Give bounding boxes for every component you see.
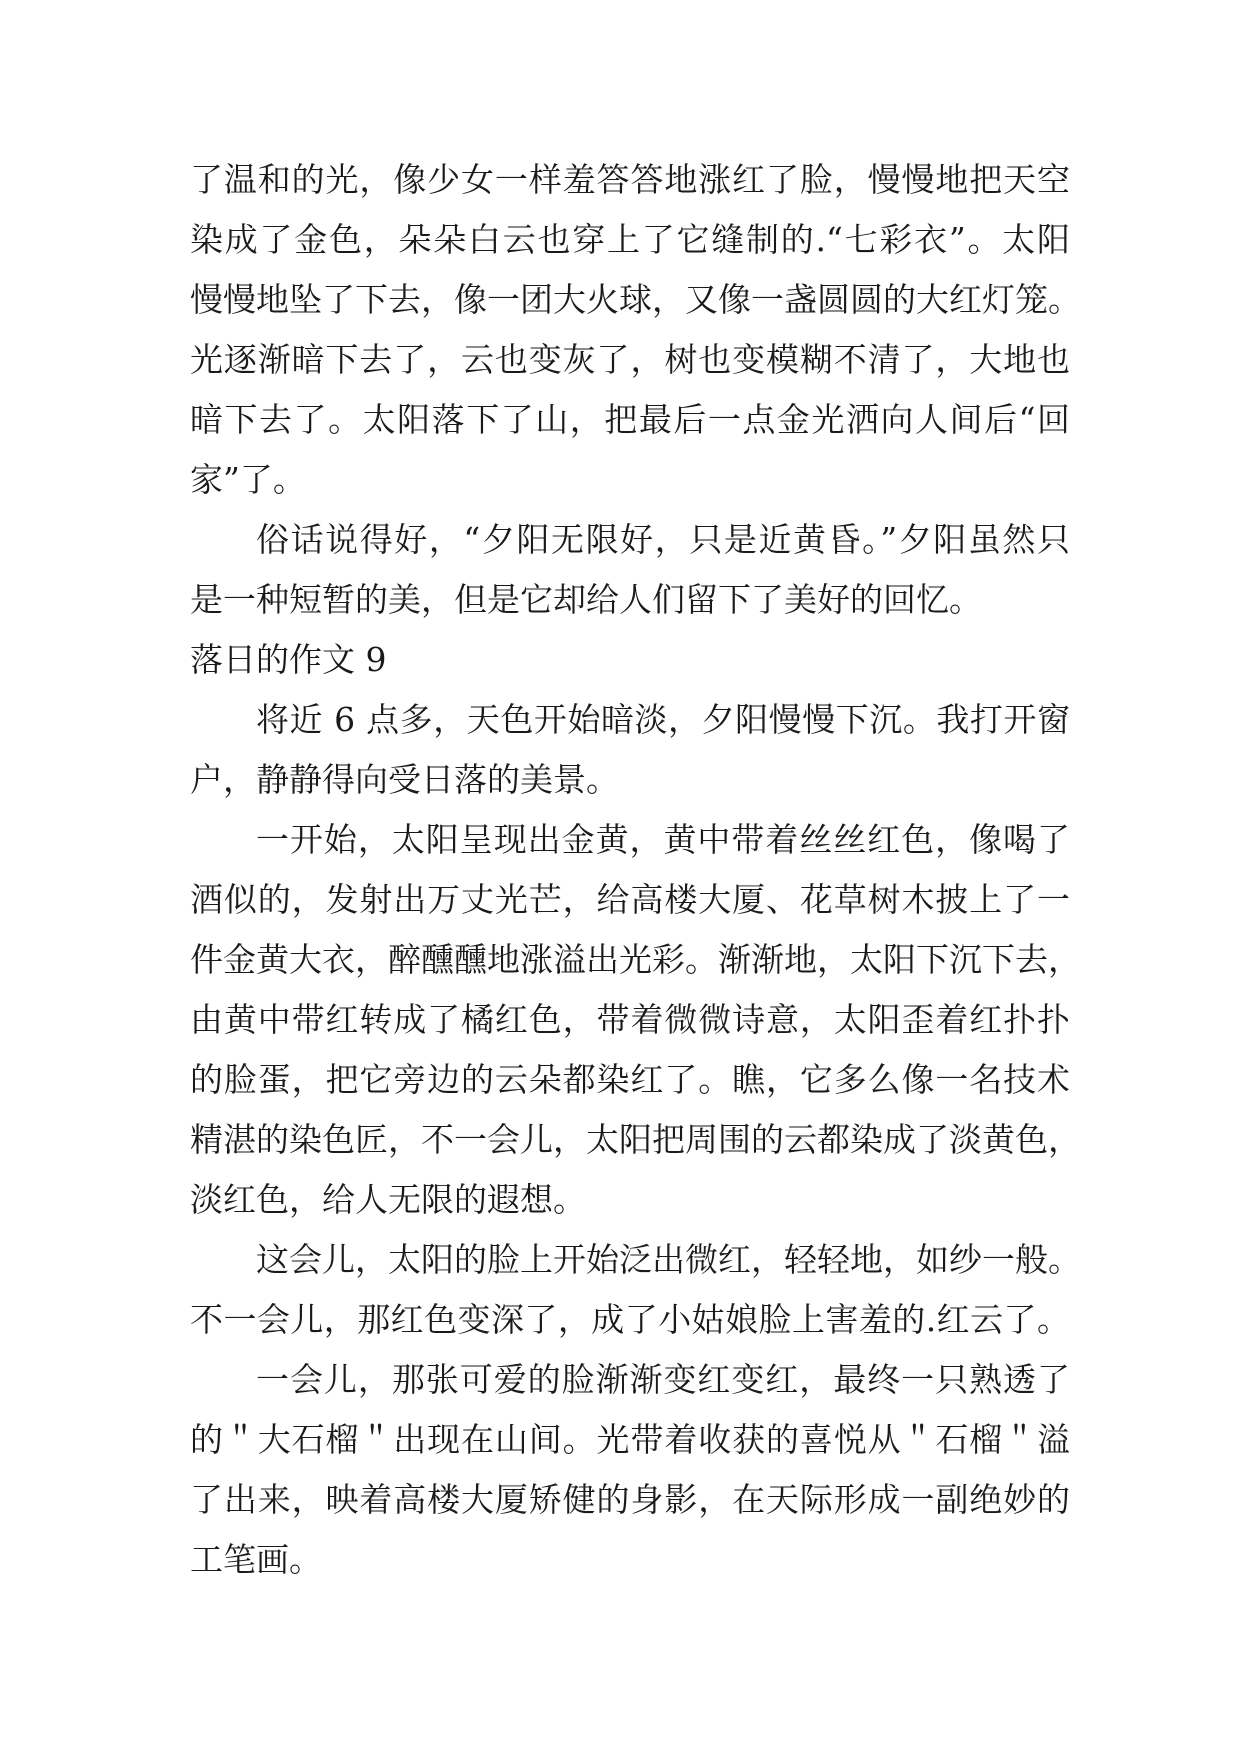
text-line: 一开始，太阳呈现出金黄，黄中带着丝丝红色，像喝了	[256, 820, 1070, 859]
text-line: 了出来，映着高楼大厦矫健的身影，在天际形成一副绝妙的	[190, 1480, 1070, 1519]
text-line: 光逐渐暗下去了，云也变灰了，树也变模糊不清了，大地也	[190, 340, 1070, 379]
text-line: 是一种短暂的美，但是它却给人们留下了美好的回忆。	[190, 580, 982, 619]
document-body	[190, 150, 1081, 1590]
text-line: 暗下去了。太阳落下了山，把最后一点金光洒向人间后“回	[190, 400, 1070, 439]
text-line: 精湛的染色匠，不一会儿，太阳把周围的云都染成了淡黄色，	[190, 1120, 1081, 1159]
text-line: 慢慢地坠了下去，像一团大火球，又像一盏圆圆的大红灯笼。	[190, 280, 1081, 319]
text-line: 家”了。	[190, 460, 306, 499]
text-line: 一会儿，那张可爱的脸渐渐变红变红，最终一只熟透了	[256, 1360, 1070, 1399]
text-line: 落日的作文 9	[190, 640, 387, 679]
text-line: 户，静静得向受日落的美景。	[190, 760, 619, 799]
text-line: 了温和的光，像少女一样羞答答地涨红了脸，慢慢地把天空	[190, 160, 1070, 199]
text-line: 淡红色，给人无限的遐想。	[190, 1180, 586, 1219]
text-line: 件金黄大衣，醉醺醺地涨溢出光彩。渐渐地，太阳下沉下去，	[190, 940, 1081, 979]
text-line: 由黄中带红转成了橘红色，带着微微诗意，太阳歪着红扑扑	[190, 1000, 1070, 1039]
text-line: 染成了金色，朵朵白云也穿上了它缝制的.“七彩衣”。太阳	[190, 220, 1070, 259]
text-line: 俗话说得好，“夕阳无限好，只是近黄昏。”夕阳虽然只	[256, 520, 1070, 559]
text-line: 酒似的，发射出万丈光芒，给高楼大厦、花草树木披上了一	[190, 880, 1070, 919]
text-line: 工笔画。	[190, 1540, 322, 1579]
text-line: 的脸蛋，把它旁边的云朵都染红了。瞧，它多么像一名技术	[190, 1060, 1070, 1099]
text-line: 不一会儿，那红色变深了，成了小姑娘脸上害羞的.红云了。	[190, 1300, 1070, 1339]
text-line: 将近 6 点多，天色开始暗淡，夕阳慢慢下沉。我打开窗	[256, 700, 1070, 739]
text-line: 这会儿，太阳的脸上开始泛出微红，轻轻地，如纱一般。	[256, 1240, 1081, 1279]
text-line: 的＂大石榴＂出现在山间。光带着收获的喜悦从＂石榴＂溢	[190, 1420, 1070, 1459]
